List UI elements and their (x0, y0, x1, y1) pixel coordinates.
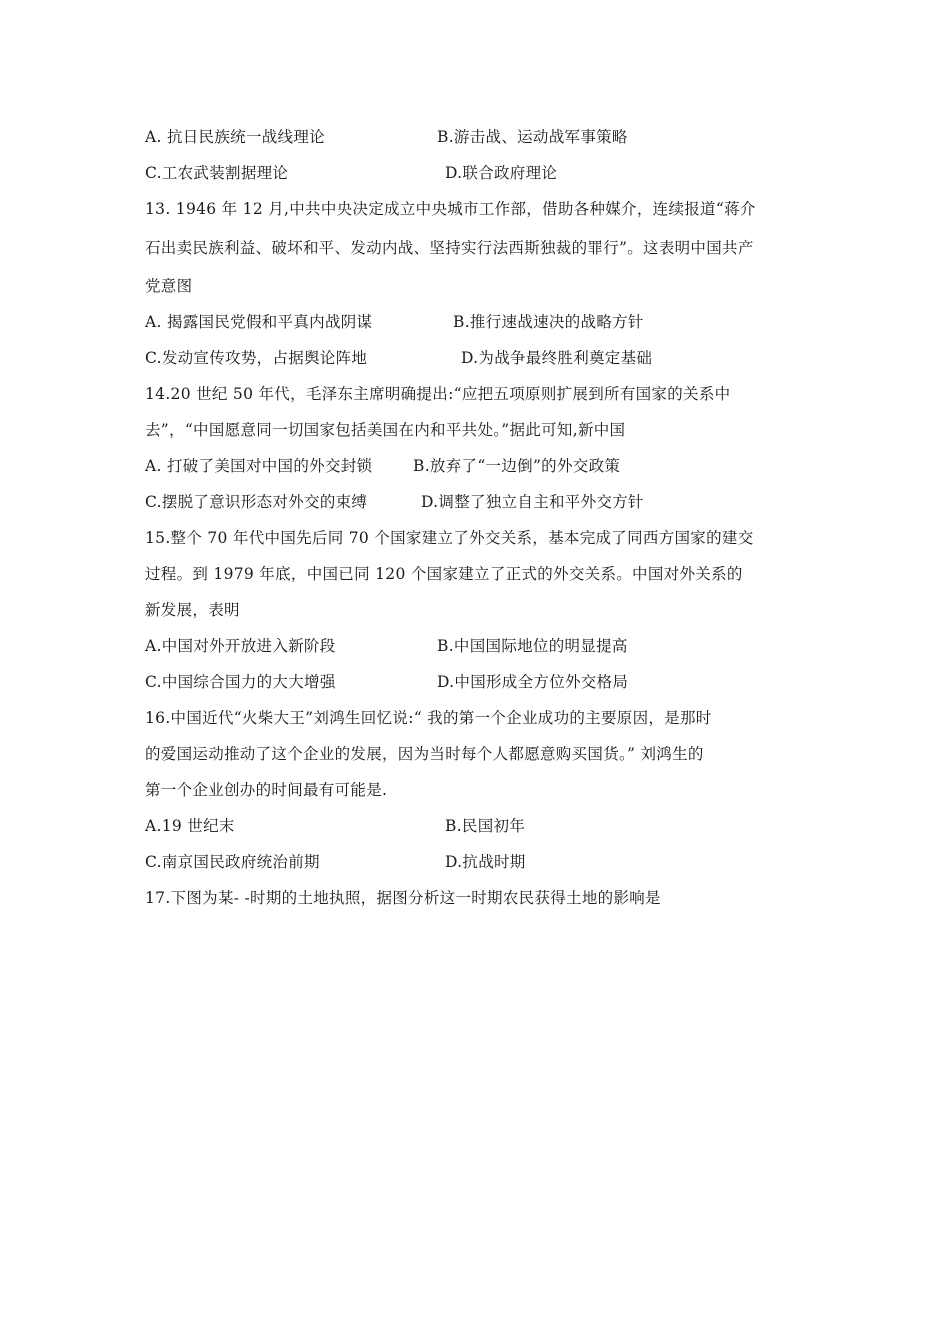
q13-stem-line-1: 13. 1946 年 12 月,中共中央决定成立中央城市工作部，借助各种媒介，连续报道“蒋介 (145, 200, 756, 218)
q15-stem-line-3: 新发展，表明 (145, 601, 240, 619)
q15-option-c: C.中国综合国力的大大增强 (145, 673, 336, 691)
q15-option-d: D.中国形成全方位外交格局 (437, 673, 629, 691)
q15-option-b: B.中国国际地位的明显提高 (437, 637, 628, 655)
q17-stem-line-1: 17.下图为某- -时期的土地执照，据图分析这一时期农民获得土地的影响是 (145, 889, 661, 907)
q13-stem-line-2: 石出卖民族利益、破坏和平、发动内战、坚持实行法西斯独裁的罪行”。这表明中国共产 (145, 239, 754, 257)
q12-option-a: A. 抗日民族统一战线理论 (145, 128, 325, 146)
q16-option-d: D.抗战时期 (445, 853, 526, 871)
q12-option-c: C.工农武装割据理论 (145, 164, 289, 182)
q16-option-a: A.19 世纪末 (145, 817, 235, 835)
q14-stem-line-2: 去”，“中国愿意同一切国家包括美国在内和平共处。”据此可知,新中国 (145, 421, 626, 439)
q16-stem-line-1: 16.中国近代“火柴大王”刘鸿生回忆说:“ 我的第一个企业成功的主要原因，是那时 (145, 709, 712, 727)
q14-stem-line-1: 14.20 世纪 50 年代，毛泽东主席明确提出:“应把五项原则扩展到所有国家的关系中 (145, 385, 731, 403)
q13-option-b: B.推行速战速决的战略方针 (453, 313, 644, 331)
q15-stem-line-1: 15.整个 70 年代中国先后同 70 个国家建立了外交关系，基本完成了同西方国家的建交 (145, 529, 754, 547)
q15-stem-line-2: 过程。到 1979 年底，中国已同 120 个国家建立了正式的外交关系。中国对外关系的 (145, 565, 743, 583)
q14-option-c: C.摆脱了意识形态对外交的束缚 (145, 493, 368, 511)
q16-option-b: B.民国初年 (445, 817, 526, 835)
q12-option-b: B.游击战、运动战军事策略 (437, 128, 628, 146)
q15-option-a: A.中国对外开放进入新阶段 (145, 637, 336, 655)
q14-option-d: D.调整了独立自主和平外交方针 (421, 493, 644, 511)
q14-option-b: B.放弃了“一边倒”的外交政策 (413, 457, 621, 475)
q14-option-a: A. 打破了美国对中国的外交封锁 (145, 457, 373, 475)
q16-stem-line-3: 第一个企业创办的时间最有可能是. (145, 781, 388, 799)
q12-option-d: D.联合政府理论 (445, 164, 558, 182)
q16-stem-line-2: 的爱国运动推动了这个企业的发展，因为当时每个人都愿意购买国货。” 刘鸿生的 (145, 745, 704, 763)
q13-option-c: C.发动宣传攻势，占据舆论阵地 (145, 349, 368, 367)
q16-option-c: C.南京国民政府统治前期 (145, 853, 320, 871)
q13-option-a: A. 揭露国民党假和平真内战阴谋 (145, 313, 373, 331)
q13-option-d: D.为战争最终胜利奠定基础 (461, 349, 653, 367)
q13-stem-line-3: 党意图 (145, 277, 193, 295)
